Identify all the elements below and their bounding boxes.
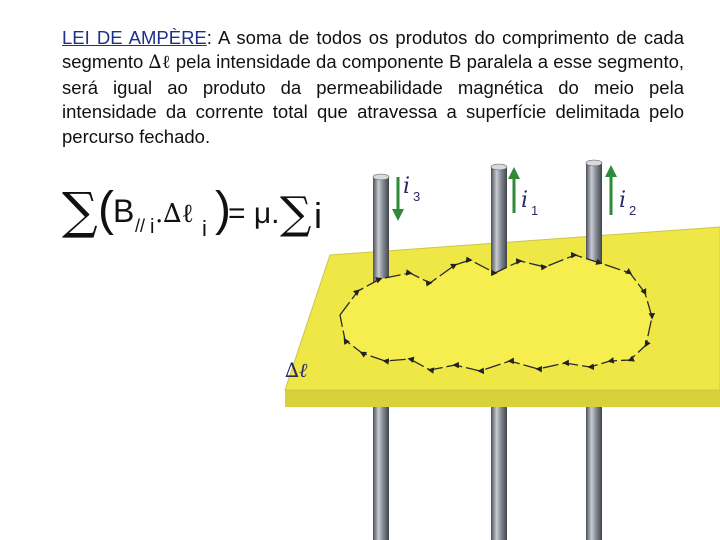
delta-l-symbol: ∆ℓ <box>148 52 171 74</box>
formula-sub-i: i <box>150 216 155 238</box>
wire-1-lower <box>491 400 507 540</box>
formula-sub-parallel: // <box>135 216 146 236</box>
formula-b: B <box>113 193 135 229</box>
definition-text-2: pela intensidade da componente B paralela a esse segmento, será igual ao produto da permeabilidade magnética do meio pela intensidade da corrente total que atravessa a superfície delimitada pelo percurso fechado. <box>62 51 685 147</box>
formula-sub-i-2: i <box>202 216 207 241</box>
label-i2: i <box>619 188 627 213</box>
label-i1-sub: 1 <box>531 203 539 218</box>
wire-3-lower <box>373 400 389 540</box>
label-i3-sub: 3 <box>413 189 421 204</box>
definition-text-1: A soma de todos os produtos do comprimento de cada segmento <box>62 27 684 73</box>
formula-paren-close: ) <box>215 183 231 236</box>
definition-paragraph <box>62 26 684 149</box>
ampere-illustration <box>270 155 720 540</box>
label-i1: i <box>521 188 529 213</box>
formula-sum-left: ∑ <box>62 182 98 240</box>
formula-dot-delta: .∆ℓ <box>155 199 194 229</box>
formula-paren-open: ( <box>98 183 114 236</box>
label-i3: i <box>403 174 411 199</box>
title-colon: : <box>206 27 212 48</box>
wire-2-lower <box>586 400 602 540</box>
formula-equals-mu: = μ. <box>228 197 280 230</box>
formula-i: i <box>314 195 322 236</box>
formula-sum-right: ∑ <box>280 188 312 239</box>
label-i2-sub: 2 <box>629 203 637 218</box>
label-delta-l: ∆ℓ <box>285 358 308 382</box>
plate-side <box>285 390 720 407</box>
law-title: LEI DE AMPÈRE <box>62 27 207 48</box>
